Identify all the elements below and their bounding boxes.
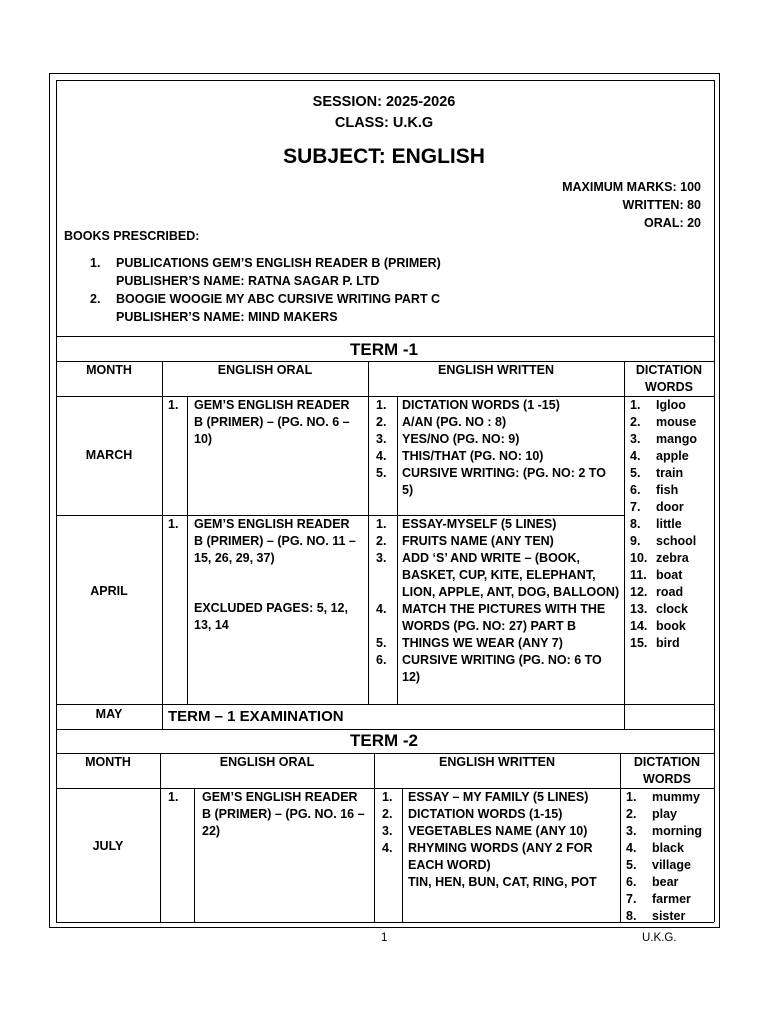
list-item: 5. CURSIVE WRITING: (PG. NO: 2 TO 5) <box>376 466 606 497</box>
list-item: 15. bird <box>630 636 680 650</box>
list-item: 10. zebra <box>630 551 689 565</box>
list-item: 7. door <box>630 500 684 514</box>
term1-examination: TERM – 1 EXAMINATION <box>168 708 344 725</box>
term1-col-line-1b <box>187 396 188 704</box>
session-line: SESSION: 2025-2026 <box>312 94 456 110</box>
july-oral-num: 1. <box>168 790 179 804</box>
page-number: 1 <box>381 932 388 944</box>
list-item: 9. school <box>630 534 697 548</box>
list-item: 13. clock <box>630 602 688 616</box>
list-item: 6. bear <box>626 875 679 889</box>
list-item: 3. morning <box>626 824 702 838</box>
list-item: 1. mummy <box>626 790 700 804</box>
list-item: 4. apple <box>630 449 689 463</box>
inner-border-right <box>714 80 715 922</box>
subject-title: SUBJECT: ENGLISH <box>283 145 485 168</box>
term2-header-dictation: DICTATION WORDS <box>633 755 701 786</box>
term1-header-oral: ENGLISH ORAL <box>217 363 313 377</box>
list-item: 2. play <box>626 807 678 821</box>
class-line: CLASS: U.K.G <box>334 115 434 131</box>
list-item: 7. farmer <box>626 892 691 906</box>
list-item: 6. CURSIVE WRITING (PG. NO: 6 TO 12) <box>376 653 602 684</box>
inner-border-bottom <box>56 922 714 923</box>
term1-title: TERM -1 <box>350 340 418 359</box>
book-1-num: 1. <box>90 256 101 270</box>
term1-header-dictation: DICTATION WORDS <box>635 363 703 394</box>
books-prescribed-label: BOOKS PRESCRIBED: <box>64 229 200 243</box>
term1-top-line <box>56 336 714 337</box>
may-row-top-line <box>56 704 714 705</box>
july-oral-text: GEM’S ENGLISH READER B (PRIMER) – (PG. NO. 16 – 22) <box>202 790 365 838</box>
march-written-list <box>376 397 618 499</box>
book-2-num: 2. <box>90 292 101 306</box>
list-item: 12. road <box>630 585 684 599</box>
july-rhyming-words: TIN, HEN, BUN, CAT, RING, POT <box>408 875 597 889</box>
march-month: MARCH <box>85 448 133 462</box>
term2-col-line-1 <box>160 753 161 922</box>
term1-col-line-2 <box>368 361 369 704</box>
term2-header-oral: ENGLISH ORAL <box>219 755 315 769</box>
max-marks: MAXIMUM MARKS: 100 <box>562 180 701 194</box>
list-item: 1. ESSAY-MYSELF (5 LINES) <box>376 517 557 531</box>
list-item: 8. little <box>630 517 682 531</box>
book-2-title: BOOGIE WOOGIE MY ABC CURSIVE WRITING PART C <box>116 292 441 306</box>
book-2-publisher: PUBLISHER’S NAME: MIND MAKERS <box>116 310 338 324</box>
list-item: 2. mouse <box>630 415 697 429</box>
april-oral-excluded: EXCLUDED PAGES: 5, 12, 13, 14 <box>194 601 348 632</box>
term2-dictation-list <box>626 789 714 925</box>
july-written-list <box>382 789 616 874</box>
book-1-publisher: PUBLISHER’S NAME: RATNA SAGAR P. LTD <box>116 274 380 288</box>
march-oral-text: GEM’S ENGLISH READER B (PRIMER) – (PG. NO. 6 – 10) <box>194 398 350 446</box>
inner-border-top <box>56 80 714 81</box>
inner-border-left <box>56 80 57 922</box>
list-item: 1. Igloo <box>630 398 686 412</box>
term2-col-line-1b <box>194 788 195 922</box>
july-month: JULY <box>92 839 124 853</box>
list-item: 3. VEGETABLES NAME (ANY 10) <box>382 824 588 838</box>
april-month: APRIL <box>90 584 128 598</box>
list-item: 5. THINGS WE WEAR (ANY 7) <box>376 636 563 650</box>
term2-header-written: ENGLISH WRITTEN <box>439 755 555 769</box>
list-item: 1. DICTATION WORDS (1 -15) <box>376 398 560 412</box>
list-item: 11. boat <box>630 568 683 582</box>
term1-header-month: MONTH <box>86 363 132 377</box>
oral-marks: ORAL: 20 <box>644 216 701 230</box>
april-written-list <box>376 516 620 686</box>
list-item: 4. THIS/THAT (PG. NO: 10) <box>376 449 544 463</box>
list-item: 5. village <box>626 858 691 872</box>
term1-col-line-1 <box>162 361 163 729</box>
list-item: 6. fish <box>630 483 679 497</box>
written-marks: WRITTEN: 80 <box>622 198 701 212</box>
list-item: 5. train <box>630 466 684 480</box>
term1-dictation-list <box>630 397 714 652</box>
list-item: 8. sister <box>626 909 686 923</box>
list-item: 2. FRUITS NAME (ANY TEN) <box>376 534 554 548</box>
list-item: 1. ESSAY – MY FAMILY (5 LINES) <box>382 790 589 804</box>
list-item: 4. RHYMING WORDS (ANY 2 FOR EACH WORD) <box>382 841 593 872</box>
list-item: 2. DICTATION WORDS (1-15) <box>382 807 563 821</box>
april-oral-text: GEM’S ENGLISH READER B (PRIMER) – (PG. NO. 11 – 15, 26, 29, 37) <box>194 517 356 565</box>
term2-title: TERM -2 <box>350 731 418 750</box>
term1-header-written: ENGLISH WRITTEN <box>438 363 554 377</box>
list-item: 4. MATCH THE PICTURES WITH THE WORDS (PG. NO: 27) PART B <box>376 602 606 633</box>
term1-col-line-3 <box>624 361 625 729</box>
march-oral-num: 1. <box>168 398 179 412</box>
term2-col-line-2 <box>374 753 375 922</box>
list-item: 3. YES/NO (PG. NO: 9) <box>376 432 520 446</box>
may-month: MAY <box>95 707 123 721</box>
list-item: 14. book <box>630 619 686 633</box>
april-oral-num: 1. <box>168 517 179 531</box>
list-item: 3. mango <box>630 432 697 446</box>
term2-header-month: MONTH <box>85 755 131 769</box>
list-item: 4. black <box>626 841 684 855</box>
footer-class: U.K.G. <box>642 932 677 944</box>
book-1-title: PUBLICATIONS GEM’S ENGLISH READER B (PRIMER) <box>116 256 441 270</box>
list-item: 3. ADD ‘S’ AND WRITE – (BOOK, BASKET, CUP, KITE, ELEPHANT, LION, APPLE, ANT, DOG, BALLOON) <box>376 551 620 599</box>
term2-col-line-3 <box>620 753 621 922</box>
list-item: 2. A/AN (PG. NO : 8) <box>376 415 507 429</box>
